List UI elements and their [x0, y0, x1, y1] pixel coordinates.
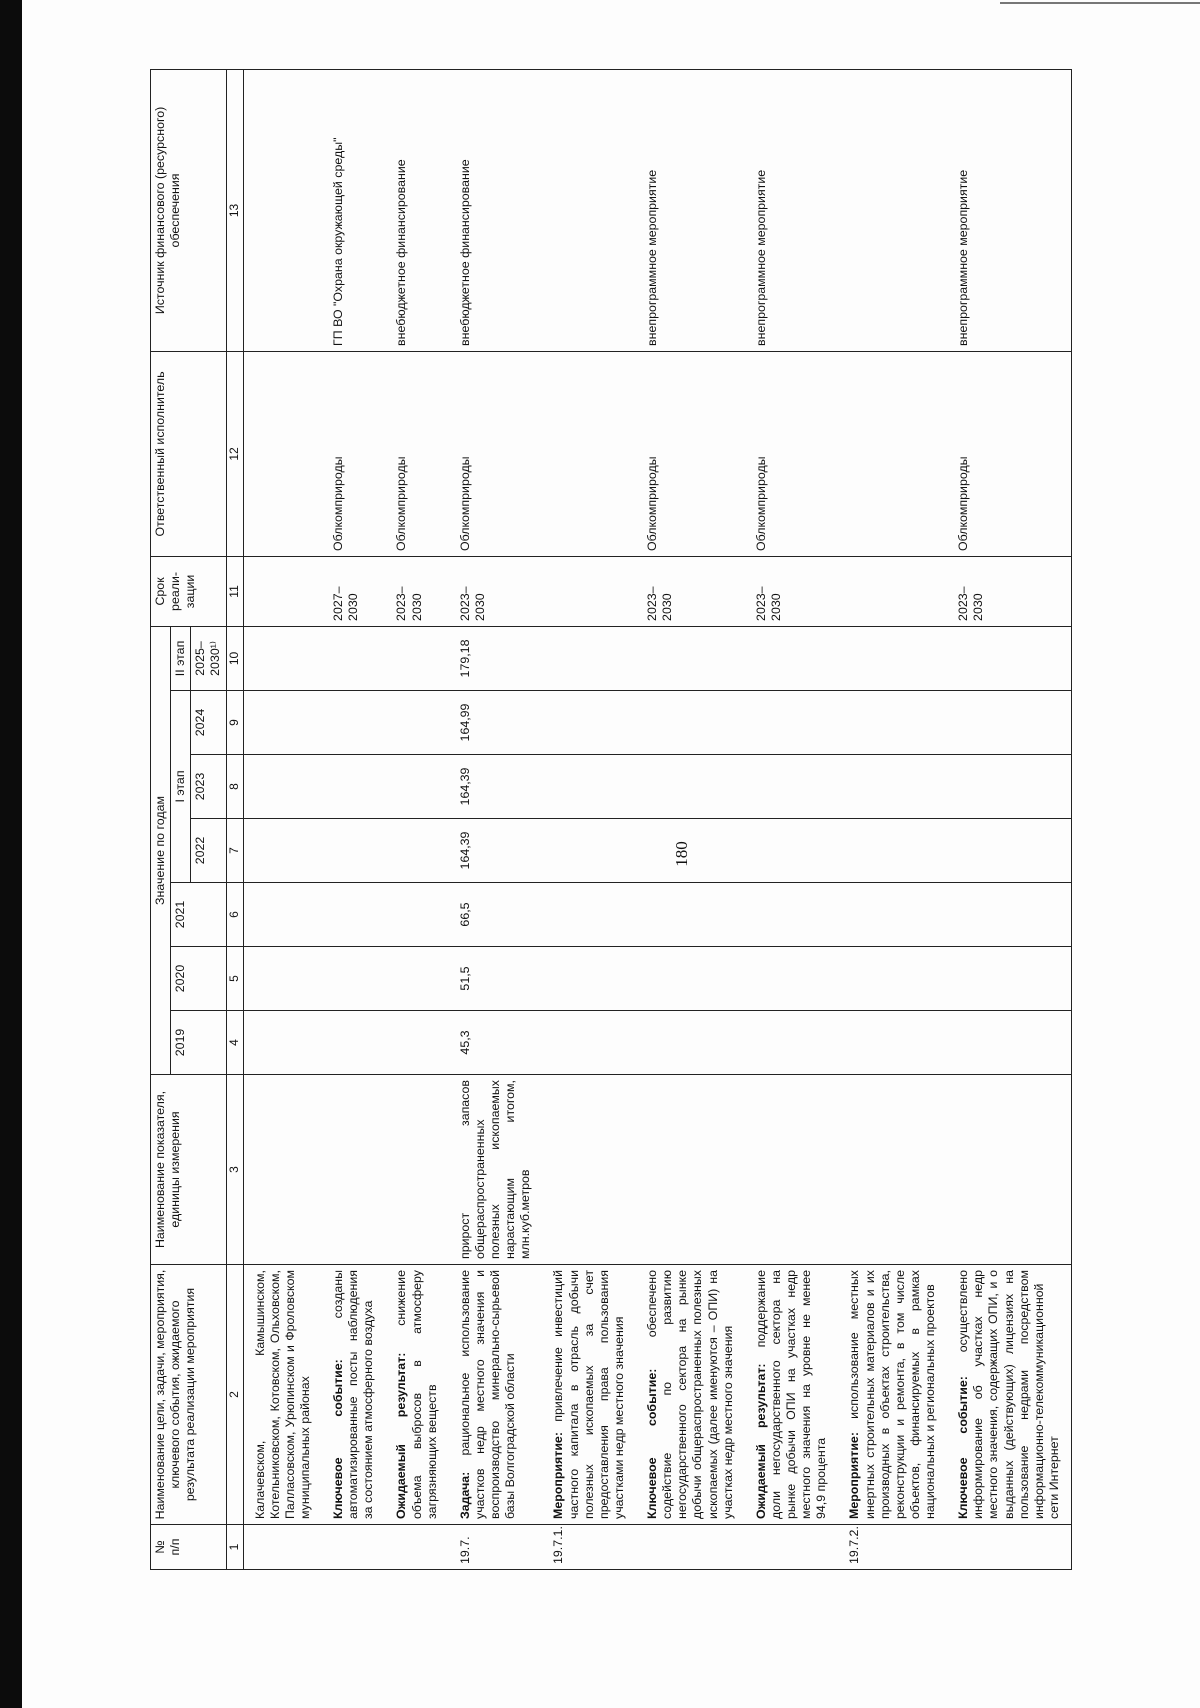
row-value-2022: [385, 819, 448, 883]
column-number: 4: [226, 1011, 243, 1075]
row-value-2021: [542, 883, 636, 947]
row-value-2023: [322, 755, 385, 819]
row-source: внебюджетное финансирование: [385, 69, 448, 351]
row-description: [385, 1265, 448, 1525]
header-indicator: Наименование показателя, единицы измерения: [151, 1075, 227, 1265]
row-term: 2023–2030: [947, 556, 1071, 626]
row-text: созданы автоматизированные посты наблюдения за состоянием атмосферного воздуха: [331, 1270, 376, 1519]
row-value-2021: [385, 883, 448, 947]
row-source: внепрограммное мероприятие: [636, 69, 745, 351]
row-description: [322, 1265, 385, 1525]
row-value-2023: [385, 755, 448, 819]
program-table: [150, 69, 1072, 1570]
row-lead-label: Ключевое событие:: [956, 1376, 971, 1519]
row-value-2022: [947, 819, 1071, 883]
row-text: обеспечено содействие по развитию негосударственного сектора на рынке добычи общераспространенных полезных ископаемых (далее именуются – ОПИ) на участках недр местного значения: [645, 1270, 735, 1519]
row-value-2019: [542, 1011, 636, 1075]
header-stage-2: II этап: [171, 626, 191, 690]
row-value-2019: [243, 1011, 322, 1075]
row-value-2025: [947, 626, 1071, 690]
row-text: рациональное использование участков недр местного значения и воспроизводство минерально-сырьевой базы Волгоградской области: [457, 1270, 518, 1519]
row-indicator: [542, 1075, 636, 1265]
row-lead-label: Ключевое событие:: [645, 1368, 659, 1519]
row-value-2025: [838, 626, 947, 690]
row-executor: [243, 351, 322, 556]
row-description: [745, 1265, 839, 1525]
row-source: внепрограммное мероприятие: [947, 69, 1071, 351]
row-description: [243, 1265, 322, 1525]
row-value-2021: [636, 883, 745, 947]
row-number: [947, 1525, 1071, 1570]
row-number: [745, 1525, 839, 1570]
row-value-2024: [385, 691, 448, 755]
row-value-2022: 164,39: [449, 819, 543, 883]
row-term: 2027–2030: [322, 556, 385, 626]
row-value-2019: 45,3: [449, 1011, 543, 1075]
header-year-2024: 2024: [191, 691, 226, 755]
row-value-2019: [385, 1011, 448, 1075]
row-lead-label: Мероприятие:: [551, 1432, 566, 1519]
row-value-2021: [947, 883, 1071, 947]
row-indicator: [322, 1075, 385, 1265]
row-value-2019: [322, 1011, 385, 1075]
row-executor: Облкомприроды: [322, 351, 385, 556]
row-lead-label: Мероприятие:: [847, 1432, 862, 1519]
row-value-2022: [322, 819, 385, 883]
row-value-2023: [838, 755, 947, 819]
column-number: 13: [226, 69, 243, 351]
row-value-2020: [322, 947, 385, 1011]
scan-top-line: [1000, 2, 1200, 4]
row-number: [385, 1525, 448, 1570]
row-indicator: [385, 1075, 448, 1265]
row-value-2024: [947, 691, 1071, 755]
row-value-2019: [947, 1011, 1071, 1075]
column-number: 8: [226, 755, 243, 819]
row-value-2021: [322, 883, 385, 947]
row-value-2023: [542, 755, 636, 819]
row-value-2019: [745, 1011, 839, 1075]
row-description: [636, 1265, 745, 1525]
row-source: [243, 69, 322, 351]
header-year-2023: 2023: [191, 755, 226, 819]
column-number: 12: [226, 351, 243, 556]
row-executor: Облкомприроды: [385, 351, 448, 556]
row-value-2020: [243, 947, 322, 1011]
row-description: [449, 1265, 543, 1525]
row-number: [322, 1525, 385, 1570]
column-number: 10: [226, 626, 243, 690]
row-value-2025: [636, 626, 745, 690]
row-text: снижение объема выбросов в атмосферу загрязняющих веществ: [394, 1270, 439, 1519]
header-stage-1: I этап: [171, 691, 191, 883]
row-value-2020: [838, 947, 947, 1011]
row-value-2025: [322, 626, 385, 690]
row-lead-label: Ожидаемый результат:: [394, 1352, 409, 1519]
row-source: [542, 69, 636, 351]
header-source: Источник финансового (ресурсного) обеспечения: [151, 69, 227, 351]
row-value-2025: [243, 626, 322, 690]
page-number: 180: [672, 841, 691, 867]
row-executor: Облкомприроды: [745, 351, 839, 556]
row-term: 2023–2030: [449, 556, 543, 626]
header-year-2021: 2021: [171, 883, 226, 947]
row-description: [838, 1265, 947, 1525]
scan-dark-edge: [0, 0, 22, 1708]
row-source: ГП ВО "Охрана окружающей среды": [322, 69, 385, 351]
row-value-2023: [243, 755, 322, 819]
row-text: Калачевском, Камышинском, Котельниковском, Котовском, Ольховском, Палласовском, Урюпинском и Фроловском муниципальных районах: [252, 1270, 312, 1519]
row-value-2022: [542, 819, 636, 883]
column-number: 2: [226, 1265, 243, 1525]
row-lead-label: Ожидаемый результат:: [753, 1363, 768, 1519]
row-value-2019: [838, 1011, 947, 1075]
row-number: 19.7.2.: [838, 1525, 947, 1570]
column-number: 9: [226, 691, 243, 755]
header-year-2019: 2019: [171, 1011, 226, 1075]
row-value-2024: [243, 691, 322, 755]
row-description: [542, 1265, 636, 1525]
row-executor: Облкомприроды: [636, 351, 745, 556]
row-value-2025: [542, 626, 636, 690]
row-value-2020: [745, 947, 839, 1011]
header-number: № п/п: [151, 1525, 227, 1570]
row-executor: [838, 351, 947, 556]
table-row: [542, 69, 636, 1569]
row-term: 2023–2030: [636, 556, 745, 626]
row-value-2023: [636, 755, 745, 819]
header-year-2022: 2022: [191, 819, 226, 883]
table-row: [636, 69, 745, 1569]
row-value-2023: 164,39: [449, 755, 543, 819]
row-text: привлечение инвестиций частного капитала в отрасль добычи полезных ископаемых за счет предоставления права пользования участками недр местного значения: [551, 1270, 626, 1519]
table-row: [385, 69, 448, 1569]
row-lead-label: Задача:: [457, 1471, 472, 1519]
row-description: [947, 1265, 1071, 1525]
row-number: 19.7.: [449, 1525, 543, 1570]
row-value-2022: [636, 819, 745, 883]
row-value-2020: 51,5: [449, 947, 543, 1011]
table-row: [745, 69, 839, 1569]
column-number: 1: [226, 1525, 243, 1570]
column-number: 7: [226, 819, 243, 883]
row-value-2022: [745, 819, 839, 883]
row-value-2023: [947, 755, 1071, 819]
row-value-2021: [838, 883, 947, 947]
row-value-2025: [745, 626, 839, 690]
row-number: [243, 1525, 322, 1570]
table-row: [243, 69, 322, 1569]
row-value-2024: [636, 691, 745, 755]
row-value-2024: 164,99: [449, 691, 543, 755]
column-number: 6: [226, 883, 243, 947]
row-value-2022: [243, 819, 322, 883]
row-value-2021: [745, 883, 839, 947]
row-value-2024: [838, 691, 947, 755]
row-indicator: [243, 1075, 322, 1265]
header-term: Срок реали-зации: [151, 556, 227, 626]
row-indicator: [947, 1075, 1071, 1265]
row-value-2023: [745, 755, 839, 819]
column-number-row: [226, 69, 243, 1569]
row-text: поддержание доли негосударственного сектора на рынке добычи ОПИ на участках недр местного значения на уровне не менее 94,9 процента: [753, 1270, 829, 1519]
table-row: [838, 69, 947, 1569]
row-indicator: [838, 1075, 947, 1265]
header-year-2025-2030: 2025–2030¹⁾: [191, 626, 226, 690]
row-value-2021: [243, 883, 322, 947]
row-lead-label: Ключевое событие:: [331, 1359, 345, 1519]
row-value-2024: [322, 691, 385, 755]
row-value-2020: [385, 947, 448, 1011]
row-number: 19.7.1.: [542, 1525, 636, 1570]
row-value-2025: 179,18: [449, 626, 543, 690]
row-executor: [542, 351, 636, 556]
row-term: [243, 556, 322, 626]
header-year-2020: 2020: [171, 947, 226, 1011]
row-term: 2023–2030: [745, 556, 839, 626]
row-value-2024: [542, 691, 636, 755]
row-term: 2023–2030: [385, 556, 448, 626]
column-number: 5: [226, 947, 243, 1011]
row-value-2024: [745, 691, 839, 755]
row-value-2020: [636, 947, 745, 1011]
table-row: [322, 69, 385, 1569]
row-text: использование местных инертных строительных материалов и их производных в объектах строительства, реконструкции и ремонта, в том числе объектов, финансируемых в рамках национальных и региональных проектов: [847, 1270, 937, 1519]
column-number: 3: [226, 1075, 243, 1265]
table-row: [449, 69, 543, 1569]
row-source: [838, 69, 947, 351]
header-values-by-year: Значение по годам: [151, 626, 171, 1074]
row-value-2019: [636, 1011, 745, 1075]
row-executor: Облкомприроды: [947, 351, 1071, 556]
table-row: [947, 69, 1071, 1569]
rotated-table-area: [150, 70, 1200, 1570]
row-executor: Облкомприроды: [449, 351, 543, 556]
row-indicator: [636, 1075, 745, 1265]
row-value-2020: [947, 947, 1071, 1011]
row-value-2022: [838, 819, 947, 883]
column-number: 11: [226, 556, 243, 626]
row-number: [636, 1525, 745, 1570]
header-name: Наименование цели, задачи, мероприятия, ключевого события, ожидаемого результата реализации мероприятия: [151, 1265, 227, 1525]
row-source: внебюджетное финансирование: [449, 69, 543, 351]
row-term: [542, 556, 636, 626]
row-indicator: [745, 1075, 839, 1265]
row-source: внепрограммное мероприятие: [745, 69, 839, 351]
row-text: осуществлено информирование об участках недр местного значения, содержащих ОПИ, и о выданных (действующих) лицензиях на пользование недрами посредством информационно-телекоммуникационной сети Интернет: [956, 1270, 1061, 1519]
row-term: [838, 556, 947, 626]
header-executor: Ответственный исполнитель: [151, 351, 227, 556]
row-value-2021: 66,5: [449, 883, 543, 947]
row-value-2025: [385, 626, 448, 690]
row-indicator: прирост запасов общераспространенных полезных ископаемых нарастающим итогом, млн.куб.метров: [449, 1075, 543, 1265]
row-value-2020: [542, 947, 636, 1011]
